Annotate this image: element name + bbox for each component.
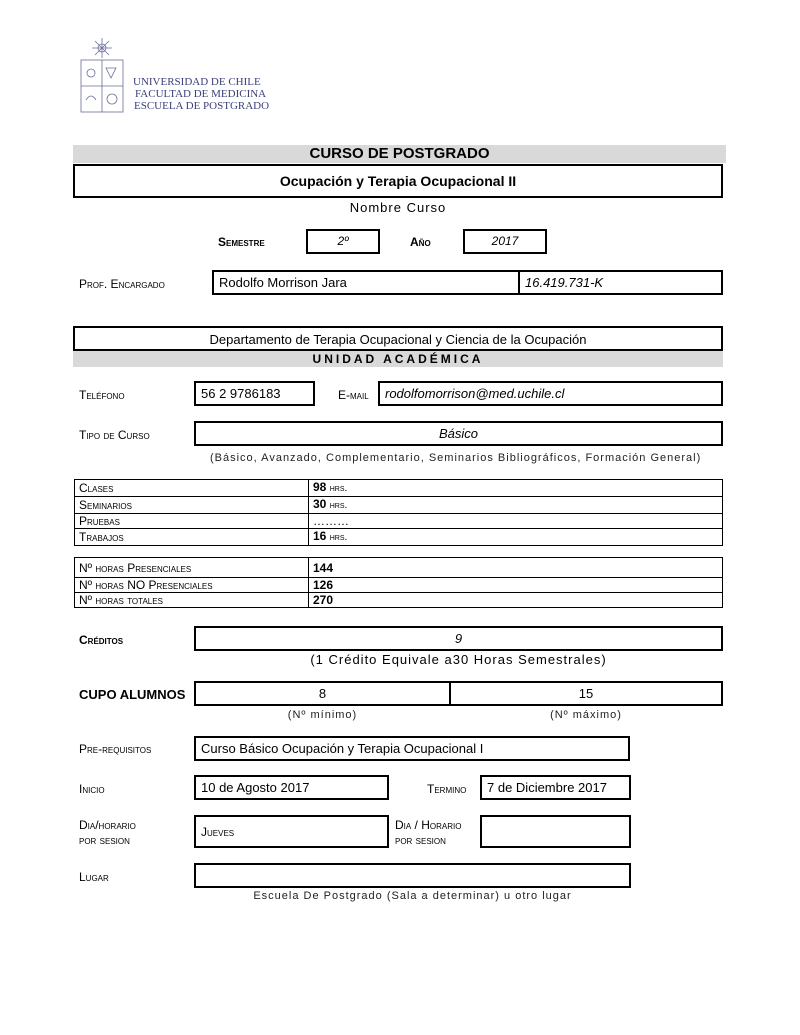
end-label: Termino xyxy=(427,782,467,796)
schedule-value-2 xyxy=(480,815,631,848)
year-value: 2017 xyxy=(463,229,547,254)
prerequisites-value: Curso Básico Ocupación y Terapia Ocupacional I xyxy=(194,736,630,761)
totals-prefix: Nº xyxy=(79,578,93,592)
capacity-max: 15 xyxy=(449,681,723,706)
professor-label: Prof. Encargado xyxy=(79,277,165,291)
course-name-box xyxy=(73,164,723,198)
table-row xyxy=(75,529,723,546)
hours-totals-table xyxy=(74,557,723,608)
capacity-min: 8 xyxy=(194,681,451,706)
professor-id: 16.419.731-K xyxy=(518,270,723,295)
hours-label: Pruebas xyxy=(75,514,309,529)
hours-value xyxy=(309,529,723,546)
totals-label-text: horas NO Presenciales xyxy=(95,578,213,592)
totals-prefix: Nº xyxy=(79,560,93,575)
course-type-caption: (Básico, Avanzado, Complementario, Seminarios Bibliográficos, Formación General) xyxy=(210,452,702,464)
course-type-label: Tipo de Curso xyxy=(79,428,150,442)
hours-value xyxy=(309,514,723,529)
hours-breakdown-table xyxy=(74,479,723,546)
hours-number: ……… xyxy=(313,514,349,528)
schedule-label xyxy=(79,818,136,848)
table-row xyxy=(75,593,723,608)
schedule-value-1: Jueves xyxy=(194,815,389,848)
hours-unit: hrs. xyxy=(329,483,348,494)
start-date: 10 de Agosto 2017 xyxy=(194,775,389,800)
document-title: CURSO DE POSTGRADO xyxy=(309,145,490,162)
year-label: Año xyxy=(410,235,431,249)
schedule-label-line2: por sesion xyxy=(79,833,130,847)
totals-prefix: Nº xyxy=(79,593,93,607)
hours-value xyxy=(309,497,723,514)
university-seal-icon xyxy=(78,38,126,114)
course-name-caption: Nombre Curso xyxy=(349,200,447,215)
totals-value: 144 xyxy=(309,558,723,578)
capacity-label: CUPO ALUMNOS xyxy=(79,687,186,702)
prerequisites-label: Pre-requisitos xyxy=(79,742,152,756)
table-row xyxy=(75,497,723,514)
table-row xyxy=(75,578,723,593)
totals-label xyxy=(75,578,309,593)
table-row xyxy=(75,514,723,529)
email-label: E-mail xyxy=(338,388,369,402)
table-row xyxy=(75,480,723,497)
professor-name: Rodolfo Morrison Jara xyxy=(212,270,520,295)
totals-label-text: horas totales xyxy=(95,593,163,607)
hours-value xyxy=(309,480,723,497)
totals-label xyxy=(75,593,309,608)
phone-label: Teléfono xyxy=(79,388,125,402)
place-caption: Escuela De Postgrado (Sala a determinar) u otro lugar xyxy=(253,890,572,902)
end-date: 7 de Diciembre 2017 xyxy=(480,775,631,800)
schedule-label-2-line2: por sesion xyxy=(395,833,446,847)
course-type-value: Básico xyxy=(194,421,723,446)
credits-value: 9 xyxy=(194,626,723,651)
logo-line-faculty: FACULTAD DE MEDICINA xyxy=(135,88,267,100)
hours-label: Clases xyxy=(75,480,309,497)
hours-number: 16 xyxy=(313,529,327,543)
schedule-label-2-line1: Dia / Horario xyxy=(395,818,462,832)
course-name: Ocupación y Terapia Ocupacional II xyxy=(279,173,517,189)
place-label: Lugar xyxy=(79,870,109,884)
department-name: Departamento de Terapia Ocupacional y Ciencia de la Ocupación xyxy=(73,326,723,351)
credits-caption: (1 Crédito Equivale a30 Horas Semestrales) xyxy=(310,652,607,667)
hours-unit: hrs. xyxy=(329,532,348,543)
table-row xyxy=(75,558,723,578)
logo-line-university: UNIVERSIDAD DE CHILE xyxy=(133,76,261,88)
credits-label: Créditos xyxy=(79,633,124,647)
capacity-max-caption: (Nº máximo) xyxy=(550,709,622,721)
logo-text xyxy=(133,76,269,112)
capacity-min-caption: (Nº mínimo) xyxy=(287,709,358,721)
academic-unit-caption: UNIDAD ACADÉMICA xyxy=(73,351,723,367)
document-title-band xyxy=(73,145,726,163)
semester-value: 2º xyxy=(306,229,380,254)
start-label: Inicio xyxy=(79,782,105,796)
schedule-label-line1: Dia/horario xyxy=(79,818,136,832)
totals-label-text: horas Presenciales xyxy=(95,560,192,575)
email-value: rodolfomorrison@med.uchile.cl xyxy=(378,381,723,406)
university-logo xyxy=(78,38,126,114)
phone-value: 56 2 9786183 xyxy=(194,381,315,406)
totals-label xyxy=(75,558,309,578)
hours-unit: hrs. xyxy=(329,500,348,511)
hours-label: Seminarios xyxy=(75,497,309,514)
totals-value: 126 xyxy=(309,578,723,593)
schedule-label-2 xyxy=(395,818,461,848)
totals-value: 270 xyxy=(309,593,723,608)
hours-number: 98 xyxy=(313,480,327,494)
logo-line-school: ESCUELA DE POSTGRADO xyxy=(134,100,270,112)
place-value xyxy=(194,863,631,888)
hours-label: Trabajos xyxy=(75,529,309,546)
semester-label: Semestre xyxy=(218,235,265,249)
hours-number: 30 xyxy=(313,497,327,511)
